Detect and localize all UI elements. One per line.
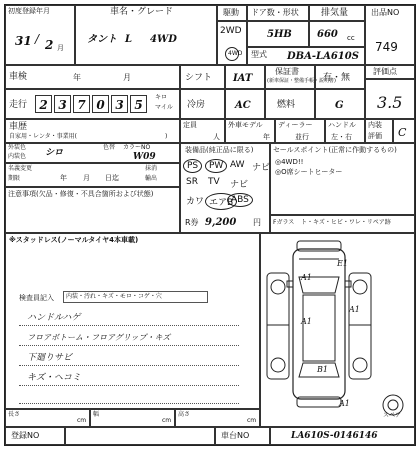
inspector-line-4: キズ・ヘコミ — [27, 373, 81, 383]
model-name: タント — [87, 34, 117, 45]
sales-point-line-2: ◎O席シートヒーター — [275, 168, 343, 176]
inspector-label: 検査員記入 — [19, 294, 54, 302]
damage-mark: E1 — [337, 259, 348, 268]
reg-no-label: 登録NO — [11, 431, 40, 440]
score-value: 3.5 — [377, 93, 403, 112]
damage-mark: B1 — [317, 365, 328, 374]
shaken-label: 車検 — [9, 72, 28, 82]
odometer-digit: 5 — [130, 95, 147, 113]
rk-unit: 円 — [253, 218, 261, 227]
displacement-unit: cc — [347, 34, 355, 42]
chassis-label: 車台NO — [221, 431, 250, 440]
history-close: ) — [165, 133, 168, 140]
inspector-line-1: ハンドルハゲ — [27, 313, 81, 323]
shaken-year-unit: 年 — [73, 73, 81, 82]
displacement-value: 660 — [317, 29, 338, 40]
handle-value: 左・右 — [331, 133, 352, 141]
reg-month-unit: 月 — [57, 44, 64, 52]
name-change-label: 名義変更 — [8, 165, 33, 172]
inspector-line-2: フロアボトーム・フロアグリップ・キズ — [27, 333, 171, 342]
drive-label: 駆動 — [223, 8, 239, 17]
grade: L — [125, 34, 133, 45]
reg-year: 31 — [15, 34, 32, 48]
model-type: DBA-LA610S — [287, 51, 359, 62]
odometer-digit: 3 — [111, 95, 128, 113]
rk-label: R券 — [185, 218, 199, 227]
score-label: 評価点 — [373, 67, 397, 76]
damage-mark: A1 — [349, 305, 360, 314]
damage-mark: A1 — [301, 317, 312, 326]
studless-note: ※スタッドレス(ノーマルタイヤ4本車載) — [9, 236, 139, 244]
glass-label: Fガラス — [273, 219, 295, 226]
mileage-label: 走行 — [9, 100, 28, 110]
name-change-day: 日迄 — [105, 174, 119, 182]
fuel-value: G — [335, 100, 344, 111]
ac-label: 冷房 — [187, 100, 206, 110]
inspector-line-3: 下廻りサビ — [27, 353, 73, 363]
odometer-digit: 3 — [54, 95, 71, 113]
rk-value: 9,200 — [205, 217, 237, 228]
warranty-value: 有・無 — [323, 73, 351, 83]
history-sub: 自家用・レンタ・事業用( — [9, 133, 77, 140]
chassis-no: LA610S-0146146 — [291, 431, 378, 441]
shaken-cell — [5, 65, 180, 89]
mileage-unit-top: キロ — [155, 94, 168, 101]
interior-label: 内装 — [368, 121, 382, 129]
reg-no-value-cell — [65, 427, 215, 445]
color-label: 外装色 — [8, 144, 27, 151]
model-grade-label: 車名・グレード — [110, 7, 174, 17]
damage-mark: A1 — [301, 273, 312, 282]
equipment-item: PW — [205, 159, 227, 173]
color-value: シロ — [45, 148, 64, 158]
sales-point-line-1: ◎4WD!! — [275, 158, 304, 166]
handle-label: ハンドル — [328, 121, 356, 129]
equipment-item: エアB — [205, 193, 237, 210]
odometer-digit: 2 — [35, 95, 52, 113]
history-label: 車歴 — [9, 122, 28, 132]
colorno-label: カラーNO — [123, 144, 151, 151]
ext-model-label: 外車モデル — [228, 121, 263, 129]
lot-label: 出品NO — [371, 8, 400, 17]
drive-value: 2WD — [220, 26, 242, 36]
warranty-sub: (新車保証・整備手帳・説明書) — [267, 78, 336, 84]
displacement-label: 排気量 — [321, 8, 349, 18]
equipment-item: AW — [230, 160, 245, 170]
equipment-item: PS — [183, 159, 202, 173]
capacity-label: 定員 — [183, 121, 197, 129]
spare-label: スペア — [383, 412, 402, 419]
dealer-sub: 並行 — [295, 133, 309, 141]
fuel-label: 燃料 — [277, 100, 296, 110]
odometer-digit: 0 — [92, 95, 109, 113]
interior-value: C — [398, 126, 407, 139]
equipment-item: ナビ — [230, 180, 249, 190]
inspector-legend: 内装・汚れ・キズ・モロ・コゲ・穴 — [66, 293, 162, 300]
shaken-month-unit: 月 — [123, 73, 131, 82]
model-type-label: 型式 — [251, 50, 267, 59]
shift-label: シフト — [185, 73, 213, 83]
glass-legend: ト・キズ・ヒビ・ワレ・リペア跡 — [301, 219, 391, 226]
equipment-item: TV — [208, 177, 220, 187]
drive-type: 4WD — [150, 34, 177, 45]
color-label2: 内装色 — [8, 153, 27, 160]
dealer-label: ディーラー — [278, 121, 313, 129]
ac-value: AC — [235, 100, 251, 111]
name-change-reg2: 輸出 — [145, 175, 158, 182]
capacity-unit: 人 — [213, 133, 220, 141]
width-label: 幅 — [93, 411, 100, 418]
lot-no: 749 — [375, 40, 398, 54]
color-change-label: 色替 — [103, 144, 116, 151]
sales-point-label: セールスポイント(正常に作動するもの) — [273, 146, 397, 154]
name-change-label2: 期限 — [8, 175, 21, 182]
name-change-year: 年 — [60, 174, 67, 182]
ext-model-unit: 年 — [263, 133, 270, 141]
equipment-item: ABS — [227, 193, 253, 207]
notes-label: 注意事項(欠品・修復・不具合箇所および状態) — [8, 190, 154, 198]
damage-mark: A1 — [339, 399, 350, 408]
interior-label2: 評価 — [368, 132, 382, 140]
warranty-label: 保証書 — [275, 67, 299, 76]
reg-slash: / — [35, 32, 40, 46]
equipment-item: SR — [186, 177, 198, 187]
odometer-digit: 7 — [73, 95, 90, 113]
colorno-value: W09 — [133, 152, 156, 162]
height-unit: cm — [247, 417, 257, 424]
width-unit: cm — [162, 417, 172, 424]
name-change-reg: 抹消 — [145, 165, 158, 172]
equipment-item: カワ — [186, 197, 205, 207]
shift-value: IAT — [233, 73, 253, 84]
name-change-month: 月 — [83, 174, 90, 182]
first-reg-label: 初度登録年月 — [8, 7, 50, 15]
equipment-label: 装備品(純正品に限る) — [185, 146, 254, 154]
reg-month: 2 — [45, 38, 54, 52]
mileage-unit-bottom: マイル — [155, 104, 173, 111]
height-label: 高さ — [178, 411, 191, 418]
length-unit: cm — [77, 417, 87, 424]
auction-sheet: 初度登録年月 31 / 2 月 車名・グレード タント L 4WD 駆動 2WD 4WD ドア数・形状 5HB 排気量 660 cc 出品NO 749 型式 DBA-LA610S 車検 年 月 シフト IAT 保証書 (新車保証・整備手帳・説明書) 有・無 評価点 3.5 走行 2 3 7 0 3 5 キロ マイル 冷房 AC 燃料 G 車歴 自家用・レンタ・事業用( ) 定員 人 外車モデル 年 ディーラー 並行 ハンドル 左・右 内装 評価 C 外装色 内装色 シロ 色替 カラーNO W09 名義変更 期限 年 月 日迄 抹消 輸出 注意事項(欠品・修復・不具合箇所および状態) 装備品(純正品に限る) PS PW AW ナビ SR TV ナビ カワ エアB ABS R券 9,200 円 セールスポイント(正常に作動するもの) ◎4WD!! ◎O席シートヒーター Fガラス ト・キズ・ヒビ・ワレ・リペア跡 ※スタッドレス(ノーマルタイヤ4本車載) 検査員記入 内装・汚れ・キズ・モロ・コゲ・穴 ハンドルハゲ フロアボトーム・フロアグリップ・キズ 下廻りサビ キズ・ヘコミ A1 E1 A1 A1 B1 A1 スペア 長さ cm 幅 cm 高さ cm 登録NO 車台NO LA610S-0146146 — [4, 4, 416, 446]
equipment-item: ナビ — [252, 163, 271, 173]
length-label: 長さ — [8, 411, 21, 418]
door-shape-label: ドア数・形状 — [251, 8, 299, 17]
door-value: 5HB — [267, 29, 292, 40]
